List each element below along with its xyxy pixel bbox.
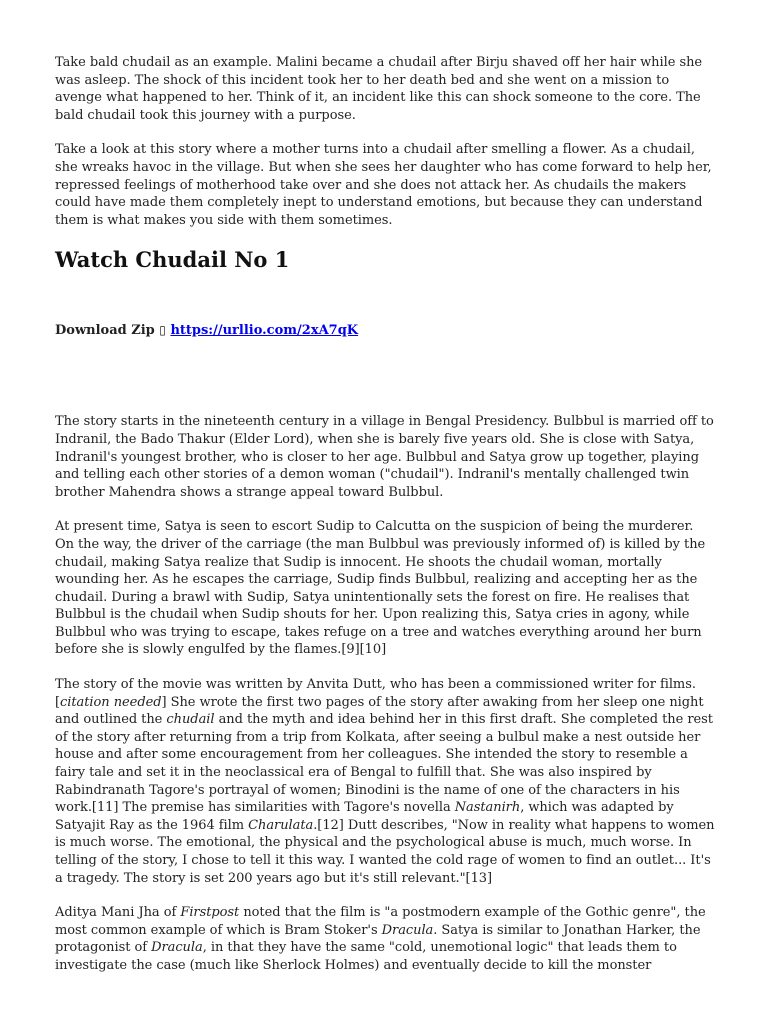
section-heading: Watch Chudail No 1	[55, 247, 290, 273]
download-label: Download Zip	[55, 323, 155, 339]
download-link[interactable]: https://urllio.com/2xA7qK	[170, 323, 359, 339]
document-page	[55, 54, 715, 992]
missing-glyph-icon: ▯	[159, 323, 166, 338]
plot-paragraph-1: The story starts in the nineteenth century in a village in Bengal Presidency. Bulbbul is married off to Indranil, the Bado Thakur (Elder Lord), when she is barely five years old. She is close with Satya, Indranil's youngest brother, who is closer to her age. Bulbbul and Satya grow up together, playing and telling each other stories of a demon woman ("chudail"). Indranil's mentally challenged twin brother Mahendra shows a strange appeal toward Bulbbul.	[55, 414, 714, 500]
production-paragraph: The story of the movie was written by Anvita Dutt, who has been a commissioned writer for films.[citation needed] She wrote the first two pages of the story after awaking from her sleep one night and outlined the chudail and the myth and idea behind her in this first draft. She completed the rest of the story after returning from a trip from Kolkata, after seeing a bulbul make a nest outside her house and after some encouragement from her colleagues. She intended the story to resemble a fairy tale and set it in the neoclassical era of Bengal to fulfill that. She was also inspired by Rabindranath Tagore's portrayal of women; Binodini is the name of one of the characters in his work.[11] The premise has similarities with Tagore's novella Nastanirh, which was adapted by Satyajit Ray as the 1964 film Charulata.[12] Dutt describes, "Now in reality what happens to women is much worse. The emotional, the physical and the psychological abuse is much, much worse. In telling of the story, I chose to tell it this way. I wanted the cold rage of women to find an outlet... It's a tragedy. The story is set 200 years ago but it's still relevant."[13]	[55, 677, 715, 886]
intro-paragraph-1: Take bald chudail as an example. Malini became a chudail after Birju shaved off her hair while she was asleep. The shock of this incident took her to her death bed and she went on a mission to avenge what happened to her. Think of it, an incident like this can shock someone to the core. The bald chudail took this journey with a purpose.	[55, 55, 703, 123]
plot-paragraph-2: At present time, Satya is seen to escort Sudip to Calcutta on the suspicion of being the murderer. On the way, the driver of the carriage (the man Bulbbul was previously informed of) is killed by the chudail, making Satya realize that Sudip is innocent. He shoots the chudail woman, mortally wounding her. As he escapes the carriage, Sudip finds Bulbbul, realizing and accepting her as the chudail. During a brawl with Sudip, Satya unintentionally sets the forest on fire. He realises that Bulbbul is the chudail when Sudip shouts for her. Upon realizing this, Satya cries in agony, while Bulbbul who was trying to escape, takes refuge on a tree and watches everything around her burn before she is slowly engulfed by the flames.[9][10]	[55, 519, 706, 658]
intro-paragraph-2: Take a look at this story where a mother turns into a chudail after smelling a flower. As a chudail, she wreaks havoc in the village. But when she sees her daughter who has come forward to help her, repressed feelings of motherhood take over and she does not attack her. As chudails the makers could have made them completely inept to understand emotions, but because they can understand them is what makes you side with them sometimes.	[55, 142, 712, 228]
download-line	[55, 321, 715, 340]
reception-paragraph: Aditya Mani Jha of Firstpost noted that the film is "a postmodern example of the Gothic genre", the most common example of which is Bram Stoker's Dracula. Satya is similar to Jonathan Harker, the protagonist of Dracula, in that they have the same "cold, unemotional logic" that leads them to investigate the case (much like Sherlock Holmes) and eventually decide to kill the monster	[55, 905, 706, 973]
